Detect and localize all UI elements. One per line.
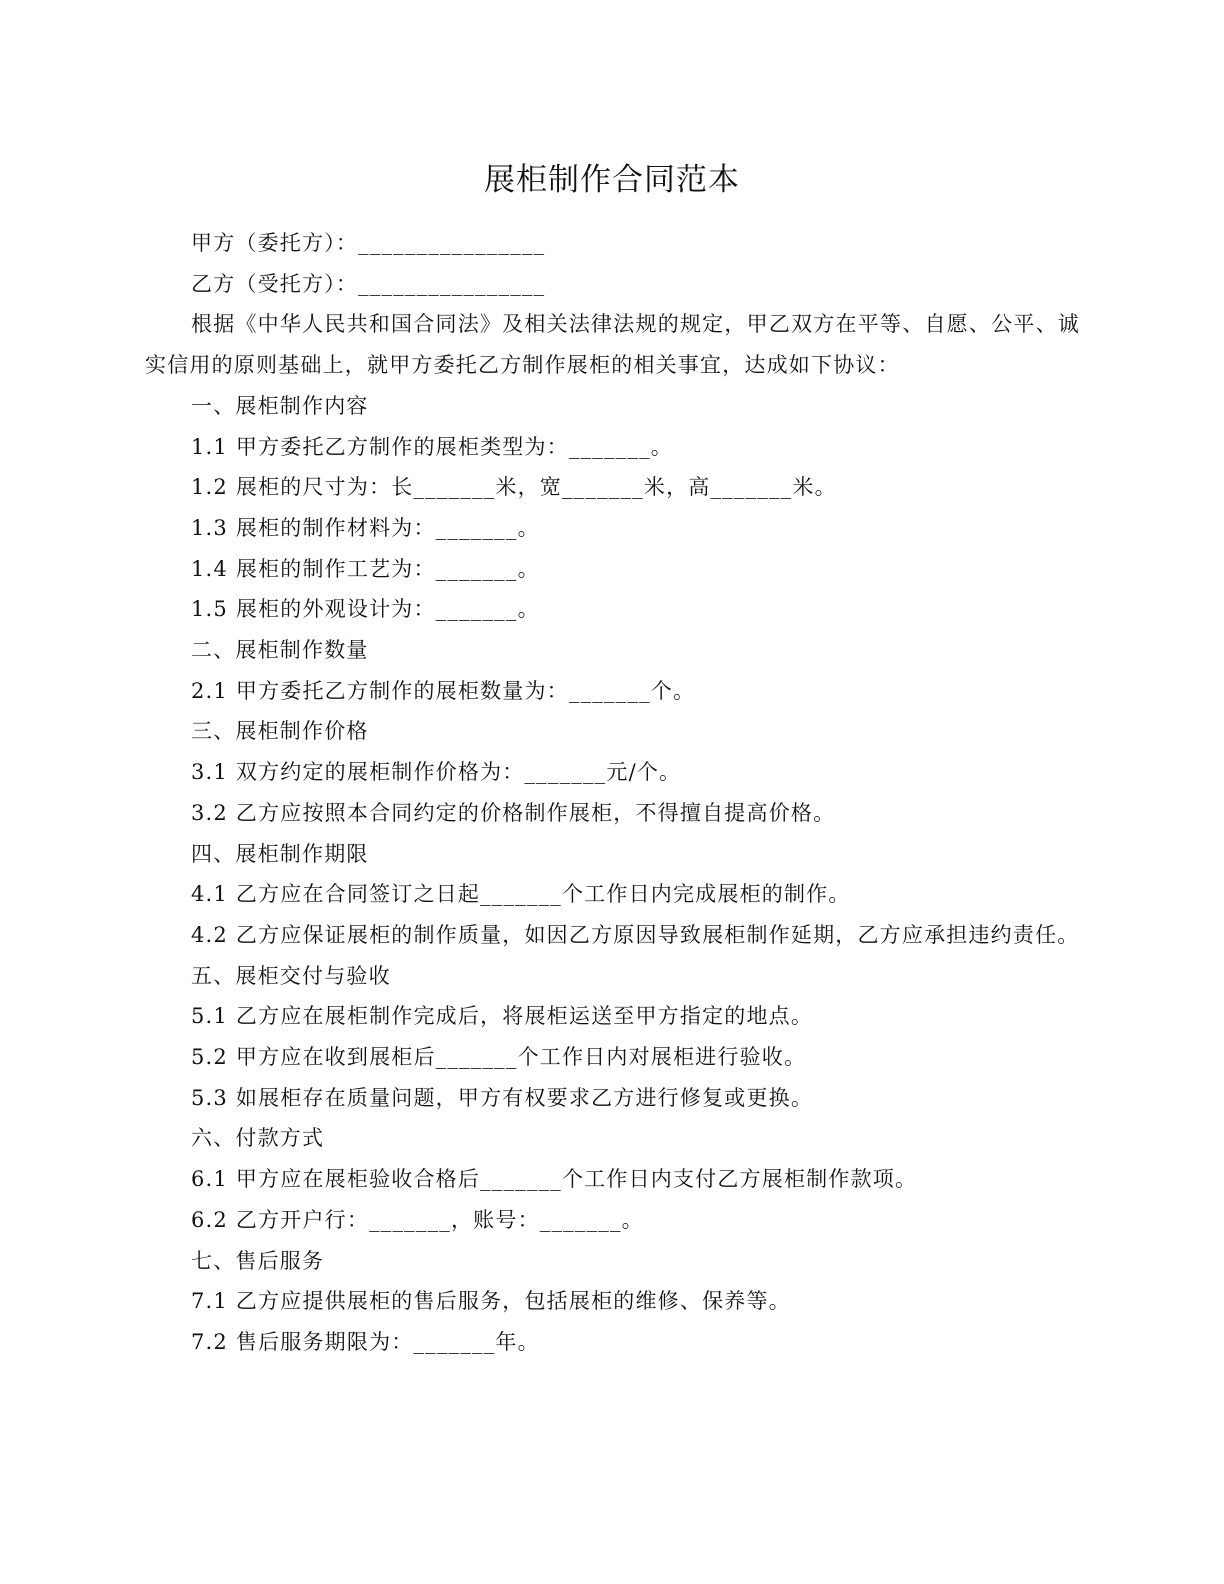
section-heading: 三、展柜制作价格 bbox=[191, 719, 369, 744]
clause: 1.1 甲方委托乙方制作的展柜类型为：_______。 bbox=[191, 434, 673, 459]
clause: 4.1 乙方应在合同签订之日起_______个工作日内完成展柜的制作。 bbox=[191, 882, 851, 907]
clause: 3.2 乙方应按照本合同约定的价格制作展柜，不得擅自提高价格。 bbox=[191, 800, 836, 825]
clause: 4.2 乙方应保证展柜的制作质量，如因乙方原因导致展柜制作延期，乙方应承担违约责任。 bbox=[191, 922, 1080, 947]
clause: 1.4 展柜的制作工艺为：_______。 bbox=[191, 556, 540, 581]
preamble-paragraph: 根据《中华人民共和国合同法》及相关法律法规的规定，甲乙双方在平等、自愿、公平、诚实信用的原则基础上，就甲方委托乙方制作展柜的相关事宜，达成如下协议： bbox=[145, 312, 1080, 378]
clause: 7.2 售后服务期限为：_______年。 bbox=[191, 1329, 540, 1354]
party-b-line: 乙方（受托方）：________________ bbox=[191, 271, 546, 296]
clause: 1.2 展柜的尺寸为：长_______米，宽_______米，高_______米。 bbox=[191, 475, 837, 500]
clause: 5.1 乙方应在展柜制作完成后，将展柜运送至甲方指定的地点。 bbox=[191, 1004, 814, 1029]
document-title: 展柜制作合同范本 bbox=[484, 162, 740, 198]
document-body bbox=[145, 223, 1080, 1363]
clause: 5.2 甲方应在收到展柜后_______个工作日内对展柜进行验收。 bbox=[191, 1045, 807, 1070]
clause: 3.1 双方约定的展柜制作价格为：_______元/个。 bbox=[191, 760, 682, 785]
clause: 1.3 展柜的制作材料为：_______。 bbox=[191, 515, 540, 540]
clause: 6.2 乙方开户行：_______，账号：_______。 bbox=[191, 1207, 644, 1232]
section-heading: 五、展柜交付与验收 bbox=[191, 963, 391, 988]
section-heading: 四、展柜制作期限 bbox=[191, 841, 369, 866]
clause: 6.1 甲方应在展柜验收合格后_______个工作日内支付乙方展柜制作款项。 bbox=[191, 1167, 918, 1192]
clause: 5.3 如展柜存在质量问题，甲方有权要求乙方进行修复或更换。 bbox=[191, 1085, 814, 1110]
party-a-line: 甲方（委托方）：________________ bbox=[191, 231, 546, 255]
clause: 1.5 展柜的外观设计为：_______。 bbox=[191, 597, 540, 622]
section-heading: 七、售后服务 bbox=[191, 1248, 325, 1273]
clause: 2.1 甲方委托乙方制作的展柜数量为：_______个。 bbox=[191, 678, 696, 703]
section-heading: 六、付款方式 bbox=[191, 1126, 325, 1151]
section-heading: 一、展柜制作内容 bbox=[191, 393, 369, 418]
section-heading: 二、展柜制作数量 bbox=[191, 638, 369, 663]
clause: 7.1 乙方应提供展柜的售后服务，包括展柜的维修、保养等。 bbox=[191, 1289, 791, 1314]
